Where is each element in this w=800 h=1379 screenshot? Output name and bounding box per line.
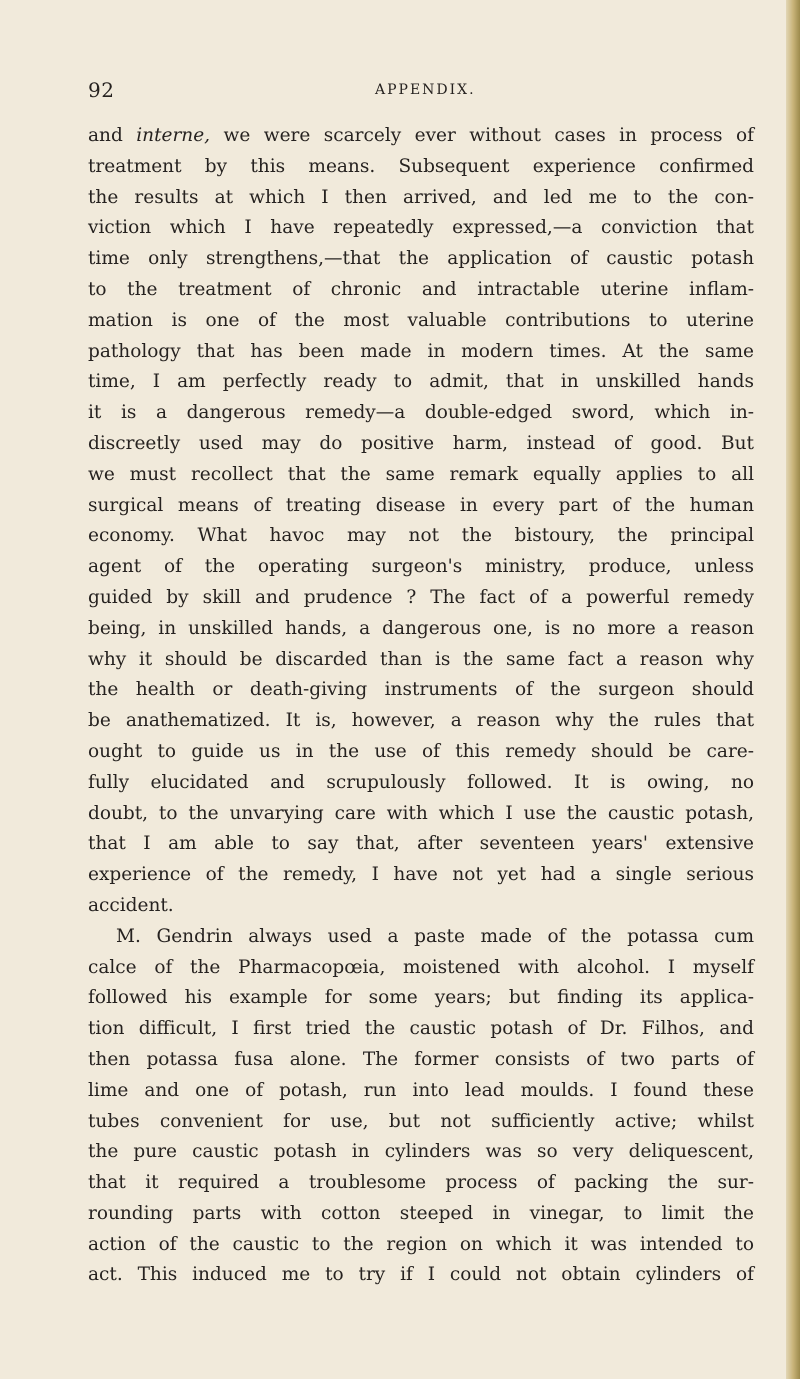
text-line: doubt, to the unvarying care with which I use the caustic potash, (88, 802, 754, 824)
text-line: guided by skill and prudence ? The fact of a powerful remedy (88, 586, 754, 608)
text-line: tion difficult, I first tried the caustic potash of Dr. Filhos, and (88, 1018, 754, 1040)
page-number: 92 (88, 78, 115, 102)
text-line: to the treatment of chronic and intractable uterine inflam- (88, 278, 754, 300)
text-line: that it required a troublesome process of packing the sur- (88, 1172, 754, 1194)
text-line: the health or death-giving instruments of the surgeon should (88, 679, 754, 701)
text-line: viction which I have repeatedly expressed,—a conviction that (88, 217, 754, 239)
text-line: the results at which I then arrived, and led me to the con- (88, 186, 754, 208)
page-edge (786, 0, 800, 1379)
text-line: time, I am perfectly ready to admit, that in unskilled hands (88, 371, 754, 393)
text-line: followed his example for some years; but finding its applica- (88, 987, 754, 1009)
text-line: why it should be discarded than is the same fact a reason why (88, 648, 754, 670)
text-line: agent of the operating surgeon's ministry, produce, unless (88, 556, 754, 578)
text-run: and (88, 125, 137, 146)
text-line: time only strengthens,—that the application of caustic potash (88, 248, 754, 270)
text-line: that I am able to say that, after seventeen years' extensive (88, 833, 754, 855)
text-line: calce of the Pharmacopœia, moistened with alcohol. I myself (88, 956, 754, 978)
text-line: action of the caustic to the region on which it was intended to (88, 1233, 754, 1255)
body-text (88, 121, 754, 1291)
text-line (88, 121, 754, 152)
text-line: surgical means of treating disease in every part of the human (88, 494, 754, 516)
text-line: being, in unskilled hands, a dangerous one, is no more a reason (88, 617, 754, 639)
text-line: be anathematized. It is, however, a reason why the rules that (88, 710, 754, 732)
text-run: we were scarcely ever without cases in process of (210, 125, 754, 146)
paragraph-end-line: accident. (88, 894, 174, 916)
text-line: we must recollect that the same remark equally applies to all (88, 463, 754, 485)
text-line: rounding parts with cotton steeped in vinegar, to limit the (88, 1202, 754, 1224)
running-head: APPENDIX. (375, 82, 476, 98)
text-line: lime and one of potash, run into lead moulds. I found these (88, 1079, 754, 1101)
text-line: tubes convenient for use, but not sufficiently active; whilst (88, 1110, 754, 1132)
text-line: economy. What havoc may not the bistoury, the principal (88, 525, 754, 547)
page-header (88, 78, 748, 104)
text-line: experience of the remedy, I have not yet had a single serious (88, 864, 754, 886)
text-line: act. This induced me to try if I could not obtain cylinders of (88, 1264, 754, 1286)
text-line: pathology that has been made in modern times. At the same (88, 340, 754, 362)
paragraph-first-line: M. Gendrin always used a paste made of the potassa cum (116, 925, 754, 947)
text-line: fully elucidated and scrupulously followed. It is owing, no (88, 771, 754, 793)
text-line: discreetly used may do positive harm, instead of good. But (88, 432, 754, 454)
text-line: the pure caustic potash in cylinders was so very deliquescent, (88, 1141, 754, 1163)
text-line: mation is one of the most valuable contributions to uterine (88, 309, 754, 331)
italic-word: interne, (136, 125, 211, 146)
text-line: then potassa fusa alone. The former consists of two parts of (88, 1048, 754, 1070)
text-line: it is a dangerous remedy—a double-edged sword, which in- (88, 402, 754, 424)
text-line: treatment by this means. Subsequent experience confirmed (88, 155, 754, 177)
text-line: ought to guide us in the use of this remedy should be care- (88, 740, 754, 762)
